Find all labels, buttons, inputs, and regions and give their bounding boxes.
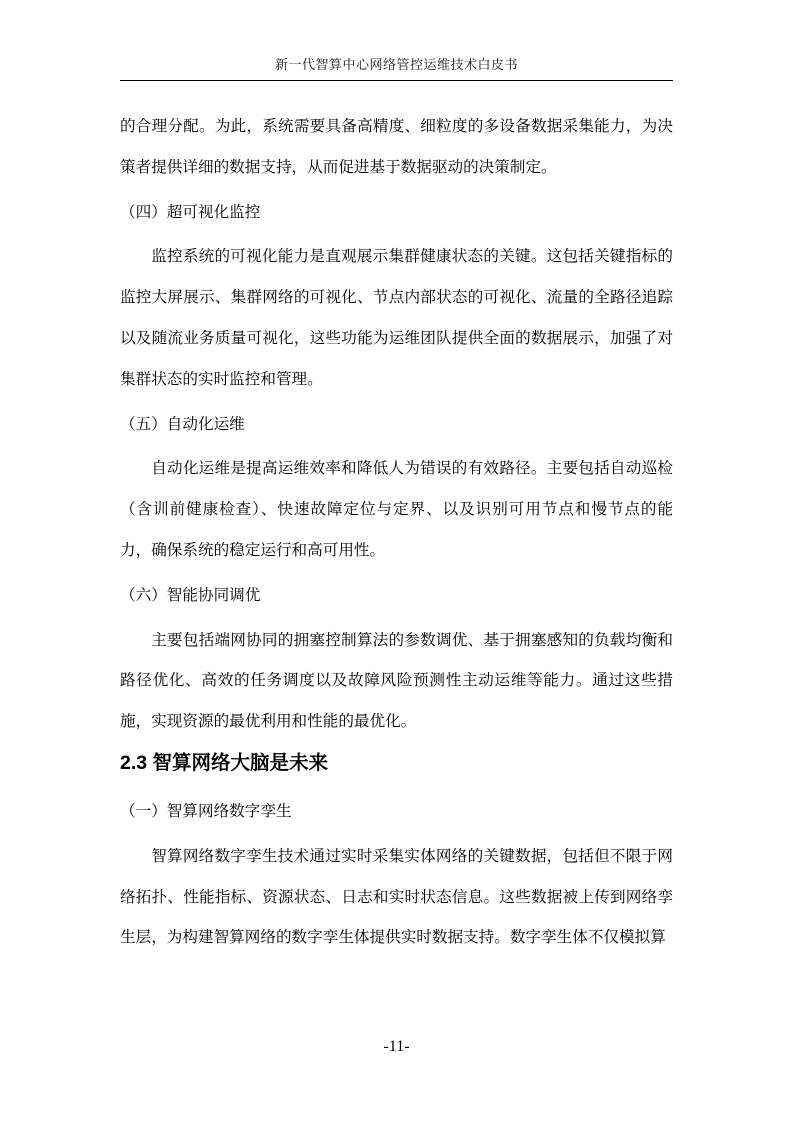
subheading-automated-ops: （五）自动化运维 [120,414,245,433]
paragraph-intro-continuation: 的合理分配。为此，系统需要具备高精度、细粒度的多设备数据采集能力，为决策者提供详细的数据支持，从而促进基于数据驱动的决策制定。 [120,117,673,176]
page-content [120,106,673,958]
paragraph-visual-monitoring: 监控系统的可视化能力是直观展示集群健康状态的关键。这包括关键指标的监控大屏展示、集群网络的可视化、节点内部状态的可视化、流量的全路径追踪以及随流业务质量可视化，这些功能为运维团队提供全面的数据展示，加强了对集群状态的实时监控和管理。 [120,247,673,388]
paragraph-intelligent-tuning: 主要包括端网协同的拥塞控制算法的参数调优、基于拥塞感知的负载均衡和路径优化、高效的任务调度以及故障风险预测性主动运维等能力。通过这些措施，实现资源的最优利用和性能的最优化。 [120,630,673,731]
subheading-intelligent-tuning: （六）智能协同调优 [120,585,261,604]
paragraph-automated-ops: 自动化运维是提高运维效率和降低人为错误的有效路径。主要包括自动巡检（含训前健康检查）、快速故障定位与定界、以及识别可用节点和慢节点的能力，确保系统的稳定运行和高可用性。 [120,459,673,559]
header-divider [120,80,673,81]
subheading-super-visual-monitoring: （四）超可视化监控 [120,202,261,221]
subheading-digital-twin: （一）智算网络数字孪生 [120,801,292,820]
page-number: -11- [383,1038,410,1055]
paragraph-digital-twin: 智算网络数字孪生技术通过实时采集实体网络的关键数据，包括但不限于网络拓扑、性能指标、资源状态、日志和实时状态信息。这些数据被上传到网络孪生层，为构建智算网络的数字孪生体提供实时数据支持。数字孪生体不仅模拟算 [120,846,673,947]
running-header-title: 新一代智算中心网络管控运维技术白皮书 [274,58,518,73]
section-heading-2-3: 2.3 智算网络大脑是未来 [120,751,329,774]
